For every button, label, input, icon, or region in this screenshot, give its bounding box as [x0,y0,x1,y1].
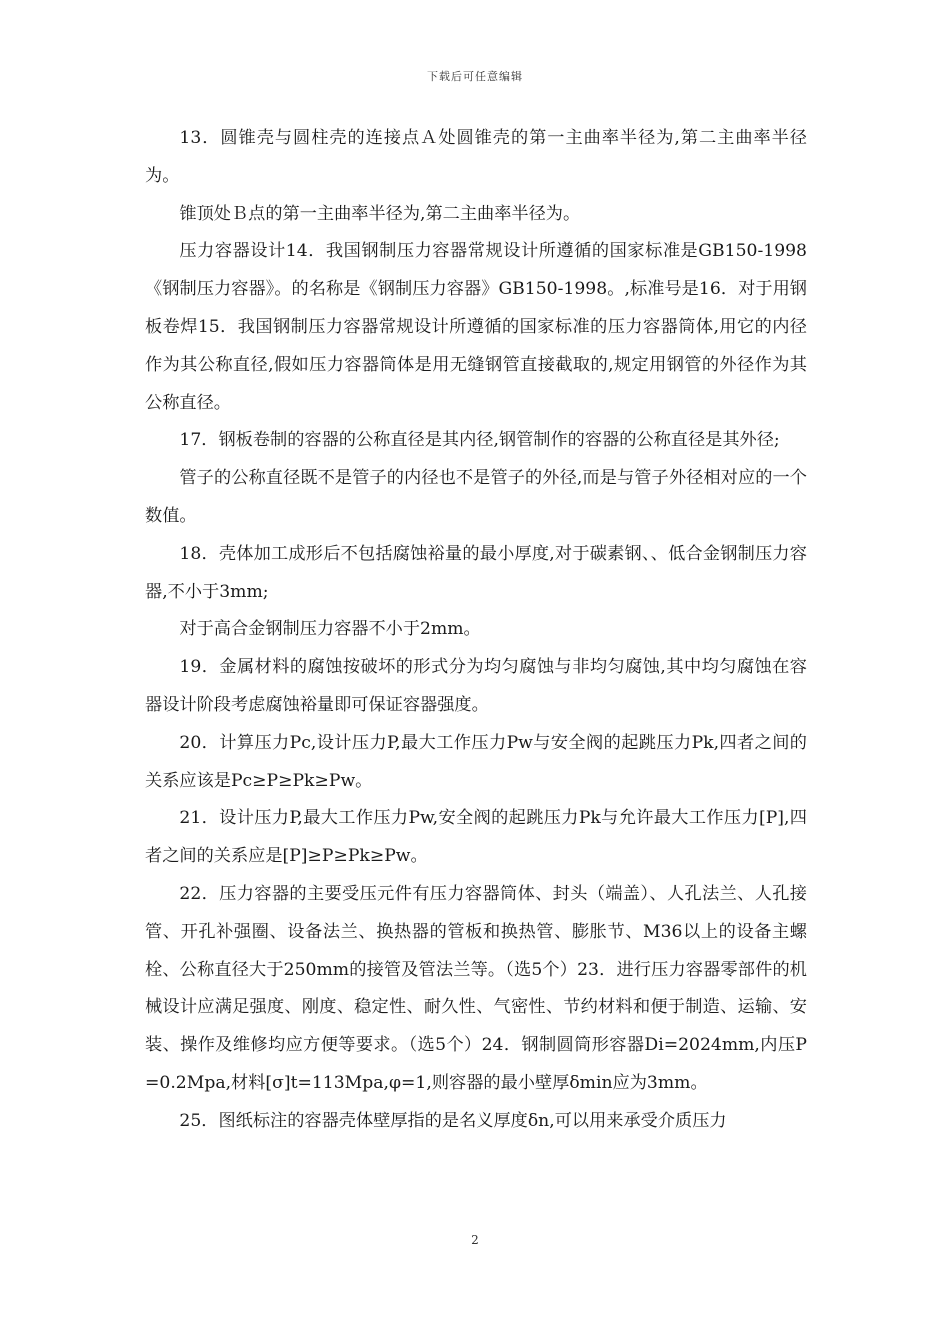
paragraph: 21．设计压力P,最大工作压力Pw,安全阀的起跳压力Pk与允许最大工作压力[P],四者之间的关系应是[P]≥P≥Pk≥Pw。 [145,808,807,867]
document-body [145,120,807,1141]
paragraph: 18．壳体加工成形后不包括腐蚀裕量的最小厚度,对于碳素钢、、低合金钢制压力容器,不小于3mm; [145,543,807,602]
paragraph: 管子的公称直径既不是管子的内径也不是管子的外径,而是与管子外径相对应的一个数值。 [145,468,807,526]
page-number: 2 [471,1233,479,1247]
paragraph: 13．圆锥壳与圆柱壳的连接点Ａ处圆锥壳的第一主曲率半径为,第二主曲率半径为。 [145,128,807,186]
paragraph: 19．金属材料的腐蚀按破坏的形式分为均匀腐蚀与非均匀腐蚀,其中均匀腐蚀在容器设计阶段考虑腐蚀裕量即可保证容器强度。 [145,657,807,715]
paragraph: 22．压力容器的主要受压元件有压力容器筒体、封头（端盖）、人孔法兰、人孔接管、开孔补强圈、设备法兰、换热器的管板和换热管、膨胀节、M36以上的设备主螺栓、公称直径大于250mm的接管及管法兰等。（选5个）23．进行压力容器零部件的机械设计应满足强度、刚度、稳定性、耐久性、气密性、节约材料和便于制造、运输、安装、操作及维修均应方便等要求。（选5个）24．钢制圆筒形容器Di=2024mm,内压P=0.2Mpa,材料[σ]t=113Mpa,φ=1,则容器的最小壁厚δmin应为3mm。 [145,883,807,1093]
paragraph: 25．图纸标注的容器壳体壁厚指的是名义厚度δn,可以用来承受介质压力 [179,1110,727,1131]
paragraph: 锥顶处Ｂ点的第一主曲率半径为,第二主曲率半径为。 [179,203,581,224]
paragraph: 对于高合金钢制压力容器不小于2mm。 [179,619,481,640]
paragraph: 压力容器设计14．我国钢制压力容器常规设计所遵循的国家标准是GB150-1998《钢制压力容器》。的名称是《钢制压力容器》GB150-1998。,标准号是16．对于用钢板卷焊15．我国钢制压力容器常规设计所遵循的国家标准的压力容器筒体,用它的内径作为其公称直径,假如压力容器筒体是用无缝钢管直接截取的,规定用钢管的外径作为其公称直径。 [145,241,807,413]
page-header: 下载后可任意编辑 [427,70,523,83]
paragraph: 20．计算压力Pc,设计压力P,最大工作压力Pw与安全阀的起跳压力Pk,四者之间的关系应该是Pc≥P≥Pk≥Pw。 [145,732,807,791]
paragraph: 17．钢板卷制的容器的公称直径是其内径,钢管制作的容器的公称直径是其外径; [179,430,780,451]
